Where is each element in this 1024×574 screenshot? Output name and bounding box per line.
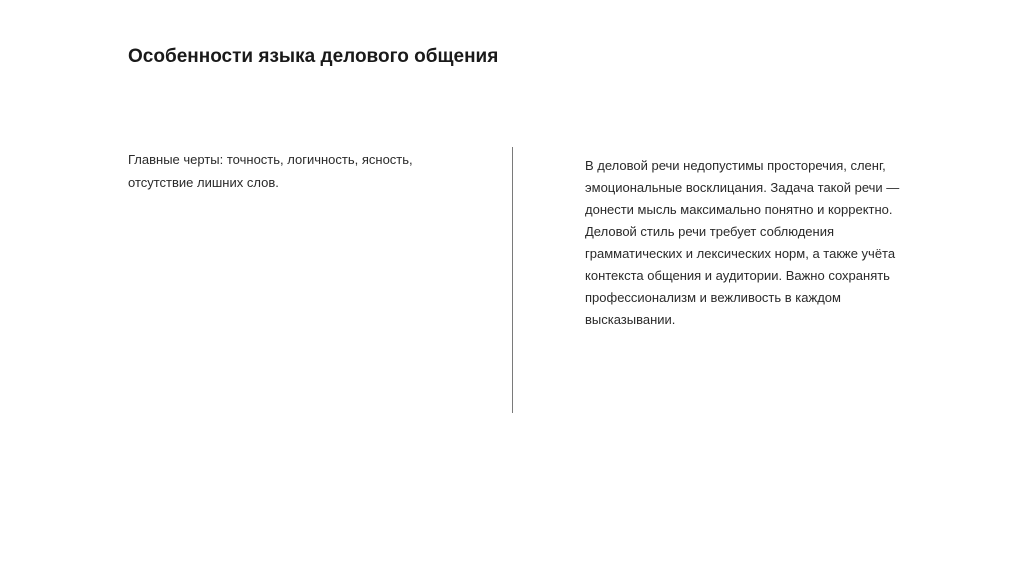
left-column-text: Главные черты: точность, логичность, ясность, отсутствие лишних слов. xyxy=(128,152,413,190)
slide-title: Особенности языка делового общения xyxy=(128,46,499,67)
right-column-text: В деловой речи недопустимы просторечия, сленг, эмоциональные восклицания. Задача такой речи — донести мысль максимально понятно и корректно. Деловой стиль речи требует соблюдения грамматических и лексических норм, а также учёта контекста общения и аудитории. Важно сохранять профессионализм и вежливость в каждом высказывании. xyxy=(585,158,900,327)
column-divider xyxy=(512,147,513,413)
